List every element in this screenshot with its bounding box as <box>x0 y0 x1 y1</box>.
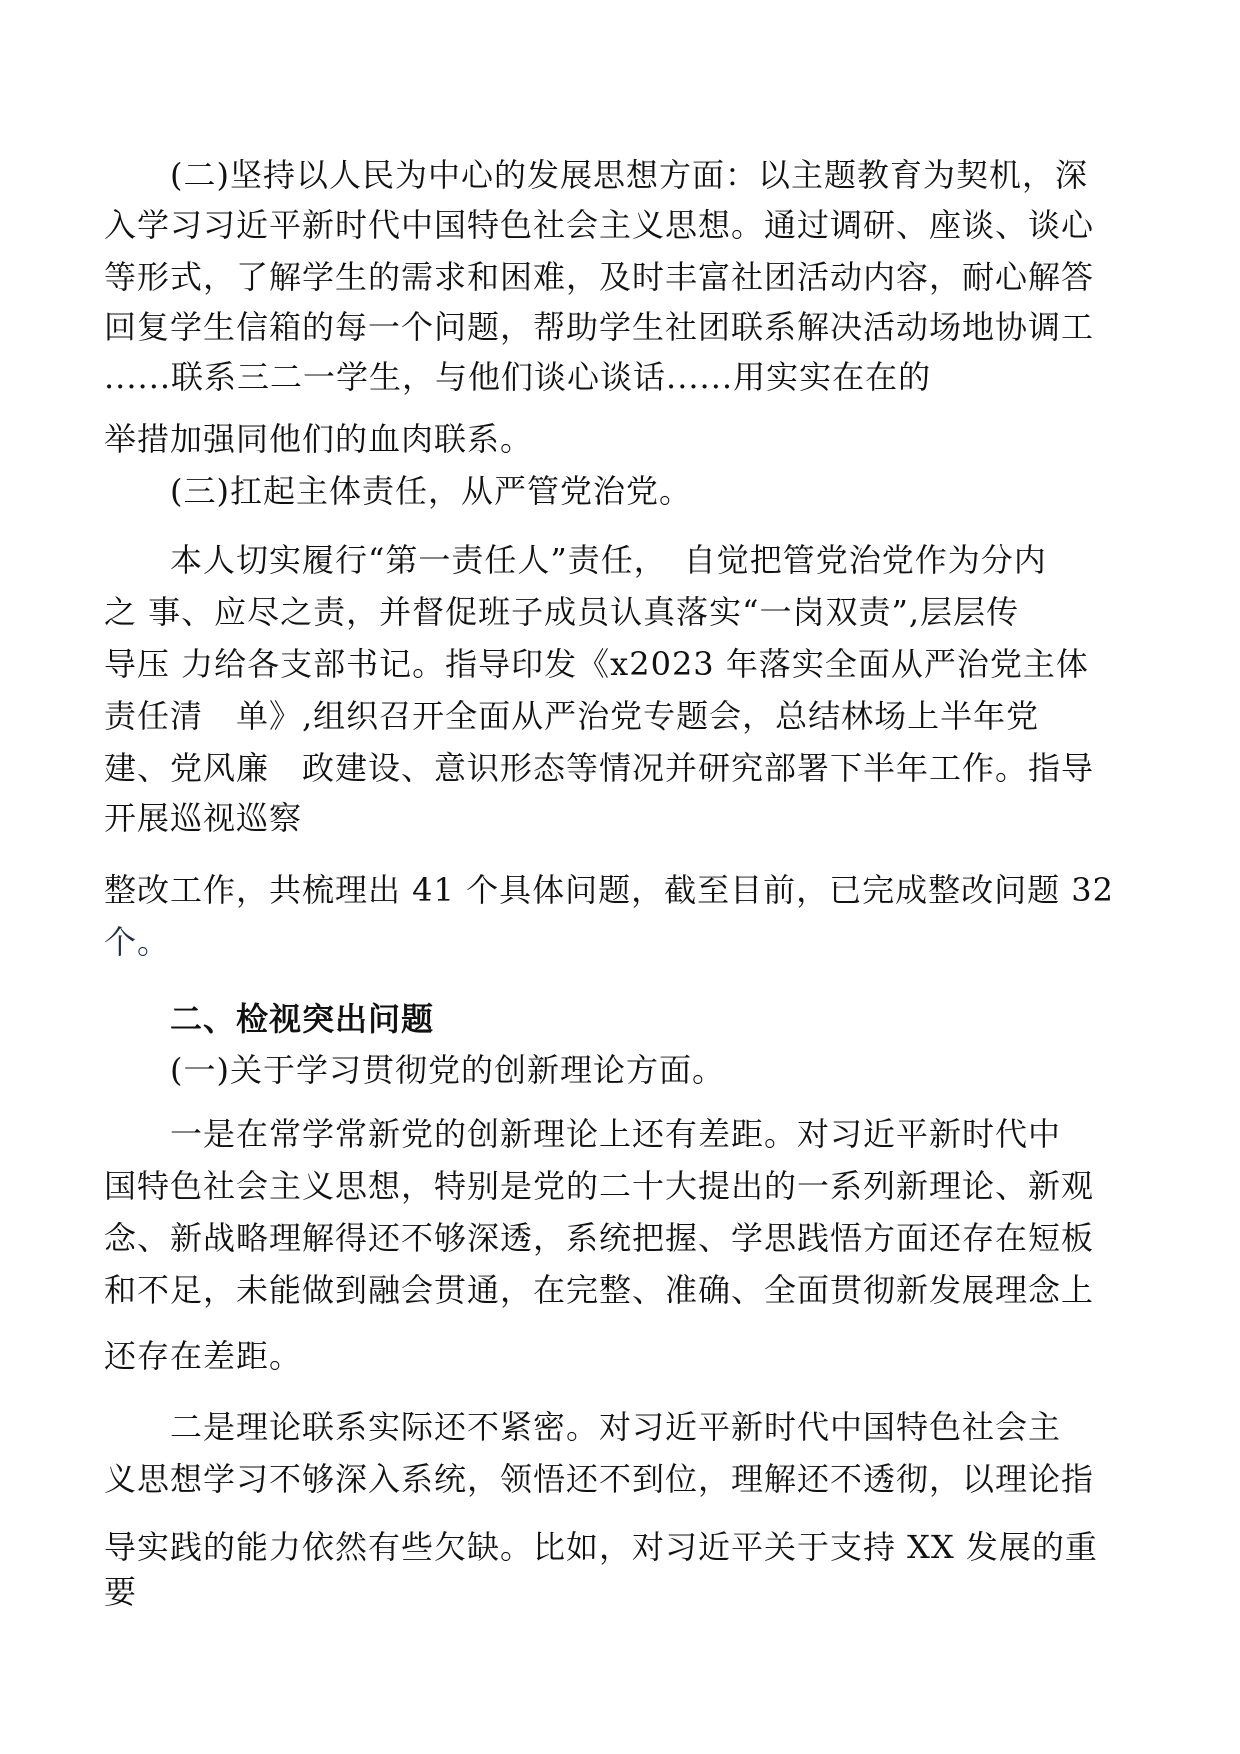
text-line: 本人切实履行“第一责任人”责任， 自觉把管党治党作为分内 <box>104 541 1047 579</box>
text-line: 整改工作，共梳理出 41 个具体问题，截至目前，已完成整改问题 32 <box>104 871 1114 909</box>
text-line: 还存在差距。 <box>104 1337 303 1375</box>
text-line: 国特色社会主义思想，特别是党的二十大提出的一系列新理论、新观 <box>104 1167 1095 1205</box>
text-line: 开展巡视巡察 <box>104 799 303 837</box>
section-heading: 二、检视突出问题 <box>104 1000 435 1038</box>
text-line: ......联系三二一学生，与他们谈心谈话......用实实在在的 <box>104 358 932 396</box>
text-line: (二)坚持以人民为中心的发展思想方面：以主题教育为契机，深 <box>104 156 1088 194</box>
text-line: 举措加强同他们的血肉联系。 <box>104 420 534 458</box>
text-line: 义思想学习不够深入系统，领悟还不到位，理解还不透彻，以理论指 <box>104 1460 1095 1498</box>
text-line: 念、新战略理解得还不够深透，系统把握、学思践悟方面还存在短板 <box>104 1219 1095 1257</box>
text-line: 导实践的能力依然有些欠缺。比如，对习近平关于支持 XX 发展的重 <box>104 1528 1098 1566</box>
text-line: 个。 <box>104 923 171 961</box>
text-line: 要 <box>104 1573 138 1611</box>
text-line: 建、党风廉 政建设、意识形态等情况并研究部署下半年工作。指导 <box>104 749 1095 787</box>
text-line: 之 事、应尽之责，并督促班子成员认真落实“一岗双责”,层层传 <box>104 593 1020 631</box>
section-subheading: (三)扛起主体责任，从严管党治党。 <box>104 472 692 510</box>
text-line: 回复学生信箱的每一个问题，帮助学生社团联系解决活动场地协调工 <box>104 308 1095 346</box>
text-line: 等形式，了解学生的需求和困难，及时丰富社团活动内容，耐心解答 <box>104 258 1095 296</box>
text-line: 一是在常学常新党的创新理论上还有差距。对习近平新时代中 <box>104 1115 1062 1153</box>
text-line: 责任清 单》,组织召开全面从严治党专题会，总结林场上半年党 <box>104 697 1040 735</box>
text-line: 二是理论联系实际还不紧密。对习近平新时代中国特色社会主 <box>104 1408 1062 1446</box>
text-line: 入学习习近平新时代中国特色社会主义思想。通过调研、座谈、谈心 <box>104 206 1095 244</box>
section-subheading: (一)关于学习贯彻党的创新理论方面。 <box>104 1051 725 1089</box>
text-line: 和不足，未能做到融会贯通，在完整、准确、全面贯彻新发展理念上 <box>104 1271 1095 1309</box>
text-line: 导压 力给各支部书记。指导印发《x2023 年落实全面从严治党主体 <box>104 645 1089 683</box>
